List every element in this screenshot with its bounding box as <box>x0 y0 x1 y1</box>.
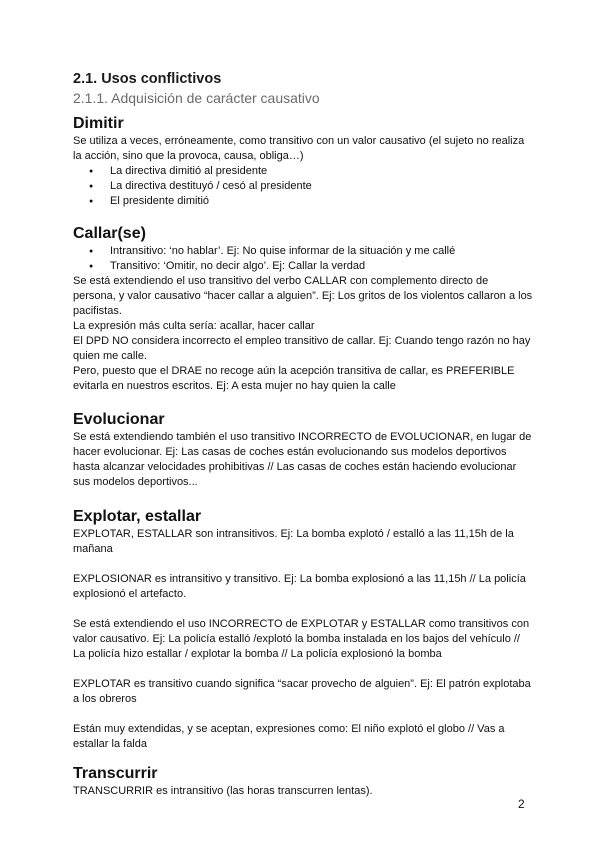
explotar-paragraph: EXPLOTAR, ESTALLAR son intransitivos. Ej: La bomba explotó / estalló a las 11,15h de la mañana <box>73 528 514 555</box>
heading-explotar: Explotar, estallar <box>73 508 202 525</box>
heading-dimitir: Dimitir <box>73 115 124 132</box>
subsection-heading: 2.1.1. Adquisición de carácter causativo <box>73 90 320 106</box>
list-item: ● Intransitivo: ‘no hablar’. Ej: No quise informar de la situación y me callé <box>73 244 533 259</box>
list-item: ● La directiva dimitió al presidente <box>73 164 533 179</box>
heading-transcurrir: Transcurrir <box>73 765 158 782</box>
explotar-paragraph: EXPLOSIONAR es intransitivo y transitivo. Ej: La bomba explosionó a las 11,15h // La policía explosionó el artefacto. <box>73 573 526 600</box>
callar-paragraph: Pero, puesto que el DRAE no recoge aún la acepción transitiva de callar, es PREFERIBLE evitarla en nuestros escritos. Ej: A esta mujer no hay quien la calle <box>73 365 515 392</box>
callar-paragraph: Se está extendiendo el uso transitivo del verbo CALLAR con complemento directo de persona, y valor causativo “hacer callar a alguien”. Ej: Los gritos de los violentos callaron a los pacifistas. <box>73 275 533 317</box>
explotar-paragraph: Se está extendiendo el uso INCORRECTO de EXPLOTAR y ESTALLAR como transitivos con valor causativo. Ej: La policía estalló /explotó la bomba instalada en los bajos del vehículo // La policía hizo estallar / explotar la bomba // La policía explosionó la bomba <box>73 618 530 660</box>
explotar-paragraph: Están muy extendidas, y se aceptan, expresiones como: El niño explotó el globo // Vas a estallar la falda <box>73 723 505 750</box>
list-item: ● El presidente dimitió <box>73 194 533 209</box>
explotar-paragraph: EXPLOTAR es transitivo cuando significa “sacar provecho de alguien”. Ej: El patrón explotaba a los obreros <box>73 678 531 705</box>
list-item: ● Transitivo: ‘Omitir, no decir algo’. Ej: Callar la verdad <box>73 259 533 274</box>
list-item: ● La directiva destituyó / cesó al presidente <box>73 179 533 194</box>
callar-paragraph: La expresión más culta sería: acallar, hacer callar <box>73 320 315 332</box>
dimitir-examples <box>73 164 533 209</box>
evolucionar-paragraph: Se está extendiendo también el uso transitivo INCORRECTO de EVOLUCIONAR, en lugar de hacer evolucionar. Ej: Las casas de coches están evolucionando sus modelos deportivos hasta alcanzar velocidades prohibitivas // Las casas de coches están haciendo evolucionar sus modelos deportivos... <box>73 431 532 488</box>
section-heading: 2.1. Usos conflictivos <box>73 71 222 87</box>
page-content <box>73 70 533 799</box>
dimitir-intro: Se utiliza a veces, erróneamente, como transitivo con un valor causativo (el sujeto no realiza la acción, sino que la provoca, causa, obliga…) <box>73 135 525 162</box>
heading-callar: Callar(se) <box>73 225 146 242</box>
heading-evolucionar: Evolucionar <box>73 411 165 428</box>
transcurrir-paragraph: TRANSCURRIR es intransitivo (las horas transcurren lentas). <box>73 785 373 797</box>
callar-paragraph: El DPD NO considera incorrecto el empleo transitivo de callar. Ej: Cuando tengo razón no hay quien me calle. <box>73 335 531 362</box>
page-number: 2 <box>518 797 525 811</box>
callar-bullets <box>73 244 533 274</box>
